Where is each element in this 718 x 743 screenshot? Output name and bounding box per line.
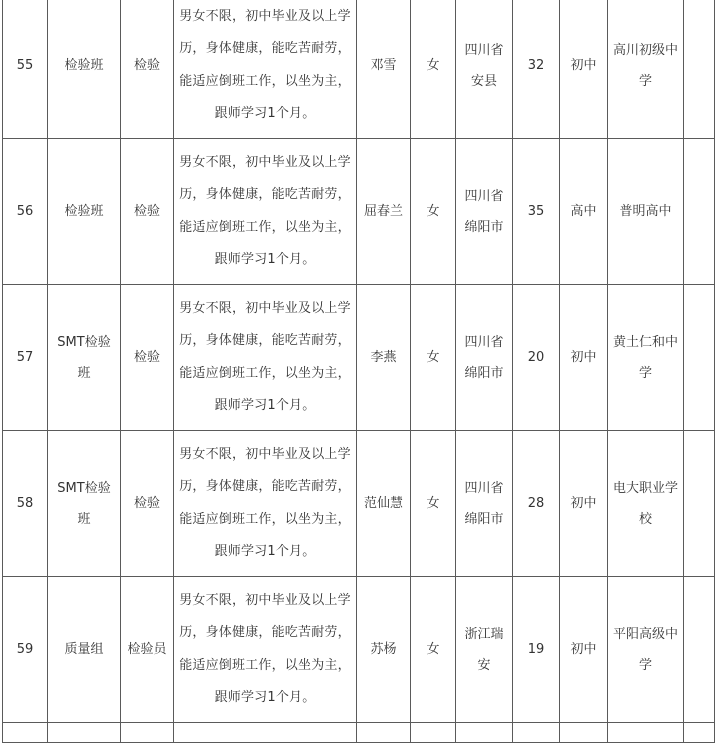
age-cell: 20 (513, 285, 560, 431)
table-cell (608, 723, 684, 743)
position-cell: 检验 (121, 139, 174, 285)
team-cell: 检验班 (48, 0, 121, 139)
origin-cell: 四川省绵阳市 (456, 139, 513, 285)
gender-cell: 女 (411, 431, 456, 577)
team-cell: 质量组 (48, 577, 121, 723)
extra-cell (684, 0, 715, 139)
name-cell: 李燕 (357, 285, 411, 431)
school-cell: 电大职业学校 (608, 431, 684, 577)
name-cell: 屈春兰 (357, 139, 411, 285)
table-cell (48, 723, 121, 743)
requirement-cell: 男女不限，初中毕业及以上学历，身体健康，能吃苦耐劳，能适应倒班工作，以坐为主，跟师学习1个月。 (174, 577, 357, 723)
row-number: 59 (3, 577, 48, 723)
requirement-cell: 男女不限，初中毕业及以上学历，身体健康，能吃苦耐劳，能适应倒班工作，以坐为主，跟师学习1个月。 (174, 0, 357, 139)
table-row-partial (3, 723, 715, 743)
table-cell (3, 723, 48, 743)
extra-cell (684, 139, 715, 285)
gender-cell: 女 (411, 285, 456, 431)
gender-cell: 女 (411, 0, 456, 139)
team-cell: SMT检验班 (48, 285, 121, 431)
education-cell: 初中 (560, 431, 608, 577)
school-cell: 普明高中 (608, 139, 684, 285)
age-cell: 32 (513, 0, 560, 139)
name-cell: 邓雪 (357, 0, 411, 139)
requirement-cell: 男女不限，初中毕业及以上学历，身体健康，能吃苦耐劳，能适应倒班工作，以坐为主，跟师学习1个月。 (174, 139, 357, 285)
position-cell: 检验员 (121, 577, 174, 723)
age-cell: 28 (513, 431, 560, 577)
origin-cell: 浙江瑞安 (456, 577, 513, 723)
position-cell: 检验 (121, 0, 174, 139)
team-cell: SMT检验班 (48, 431, 121, 577)
table-cell (684, 723, 715, 743)
education-cell: 初中 (560, 0, 608, 139)
table-cell (411, 723, 456, 743)
school-cell: 黄土仁和中学 (608, 285, 684, 431)
table-cell (121, 723, 174, 743)
position-cell: 检验 (121, 431, 174, 577)
education-cell: 初中 (560, 577, 608, 723)
position-cell: 检验 (121, 285, 174, 431)
extra-cell (684, 577, 715, 723)
row-number: 55 (3, 0, 48, 139)
school-cell: 平阳高级中学 (608, 577, 684, 723)
gender-cell: 女 (411, 139, 456, 285)
origin-cell: 四川省安县 (456, 0, 513, 139)
school-cell: 高川初级中学 (608, 0, 684, 139)
row-number: 56 (3, 139, 48, 285)
team-cell: 检验班 (48, 139, 121, 285)
requirement-cell: 男女不限，初中毕业及以上学历，身体健康，能吃苦耐劳，能适应倒班工作，以坐为主，跟师学习1个月。 (174, 431, 357, 577)
origin-cell: 四川省绵阳市 (456, 431, 513, 577)
table-cell (456, 723, 513, 743)
row-number: 57 (3, 285, 48, 431)
table-row (3, 577, 715, 723)
extra-cell (684, 285, 715, 431)
table-cell (513, 723, 560, 743)
row-number: 58 (3, 431, 48, 577)
gender-cell: 女 (411, 577, 456, 723)
table-row (3, 139, 715, 285)
table-row (3, 431, 715, 577)
origin-cell: 四川省绵阳市 (456, 285, 513, 431)
extra-cell (684, 431, 715, 577)
table-cell (174, 723, 357, 743)
table-row (3, 285, 715, 431)
age-cell: 35 (513, 139, 560, 285)
education-cell: 高中 (560, 139, 608, 285)
name-cell: 范仙慧 (357, 431, 411, 577)
requirement-cell: 男女不限，初中毕业及以上学历，身体健康，能吃苦耐劳，能适应倒班工作，以坐为主，跟师学习1个月。 (174, 285, 357, 431)
education-cell: 初中 (560, 285, 608, 431)
table-cell (357, 723, 411, 743)
personnel-table (2, 0, 715, 743)
age-cell: 19 (513, 577, 560, 723)
table-cell (560, 723, 608, 743)
name-cell: 苏杨 (357, 577, 411, 723)
table-row (3, 0, 715, 139)
